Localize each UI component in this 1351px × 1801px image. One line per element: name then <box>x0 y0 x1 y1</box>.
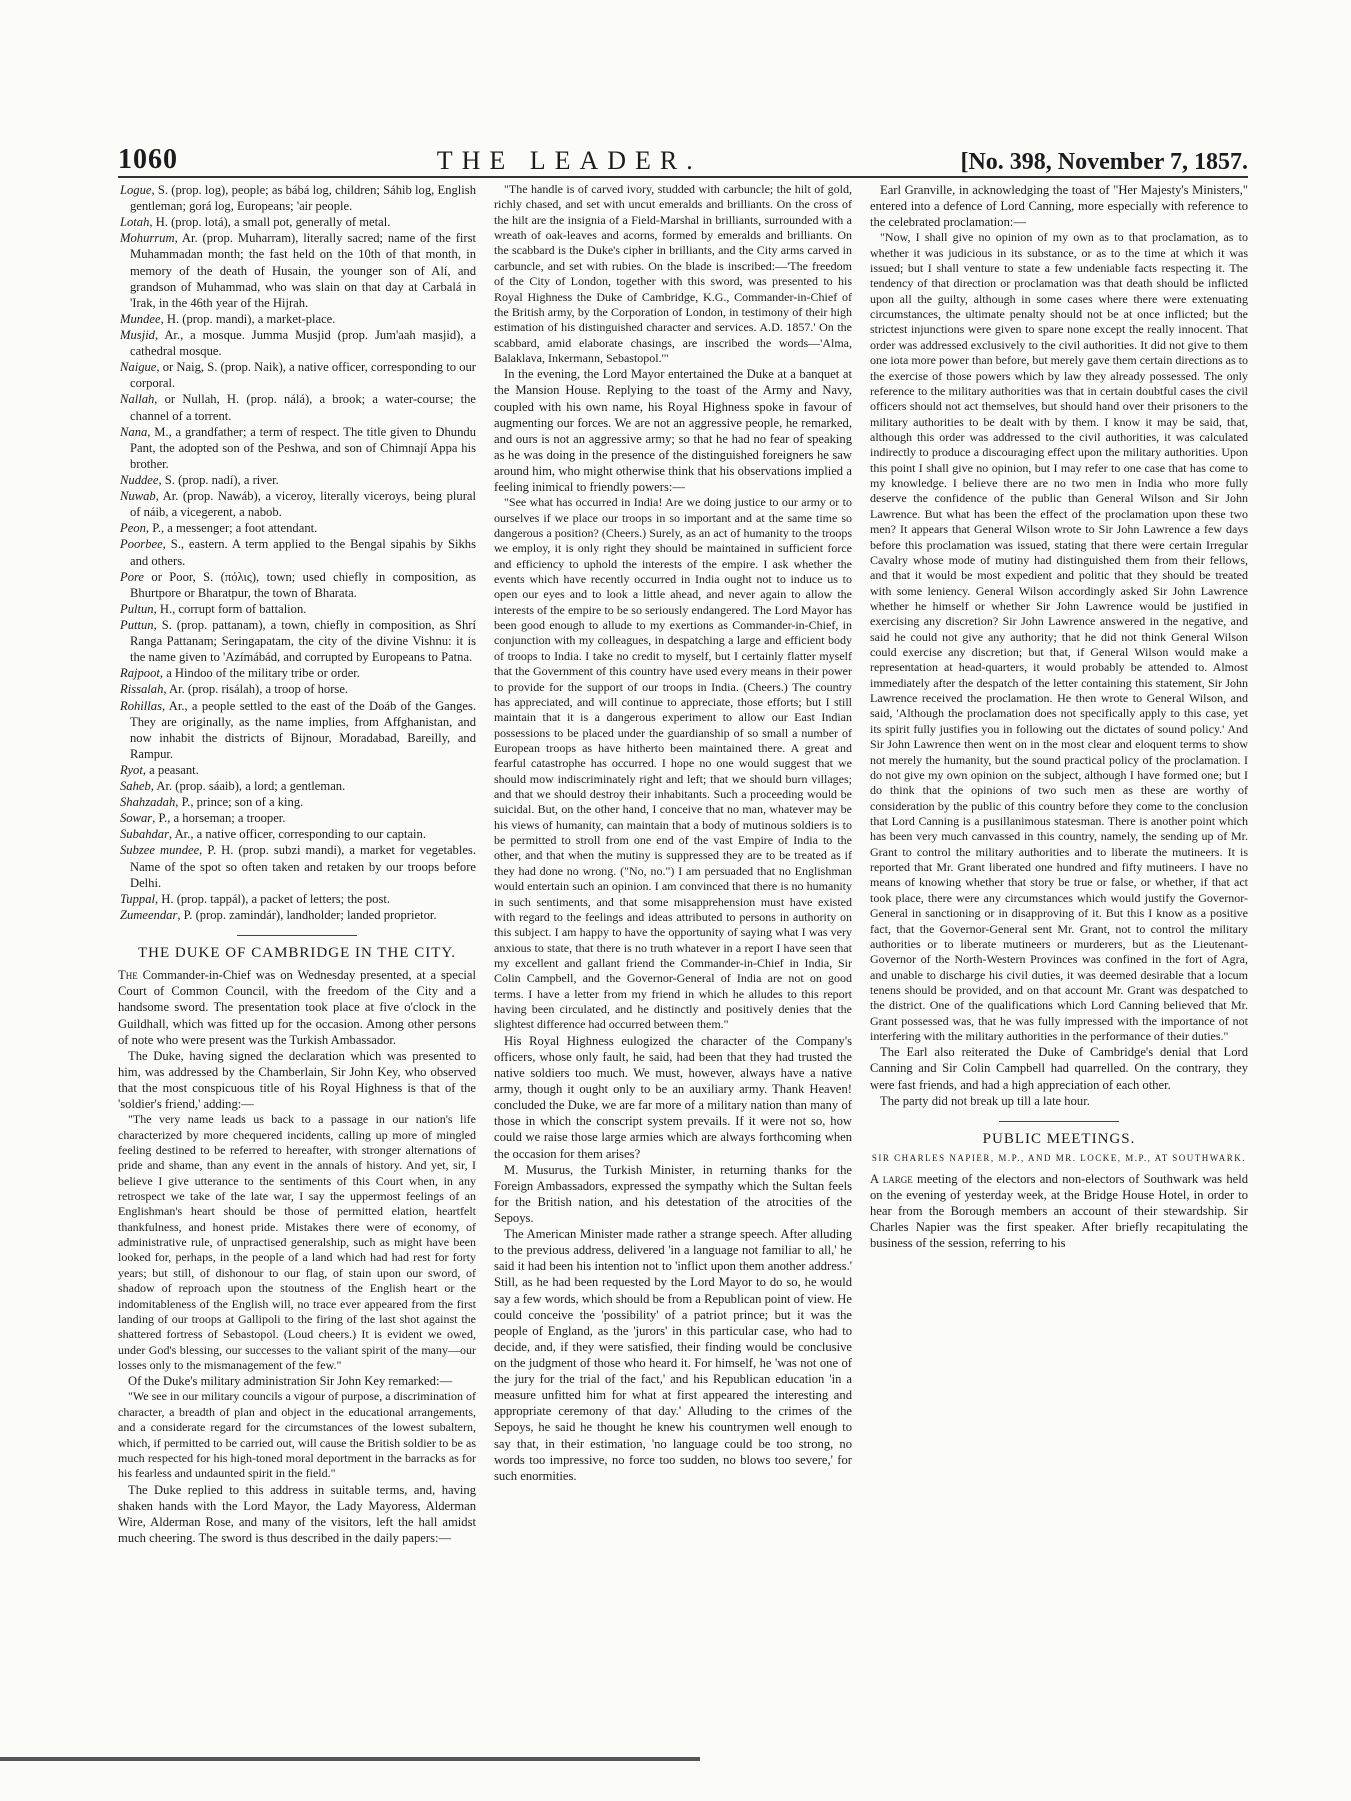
glossary-definition: , a Hindoo of the military tribe or order. <box>159 666 360 681</box>
article-quote: "Now, I shall give no opinion of my own as to that proclamation, as to whether it was judicious in its substance, or as to the time at which it was issued; but I shall venture to state a few undeniable facts respecting it. The tendency of that direction or proclamation was that death should be inflicted upon all the guilty, although in some cases where there were extenuating circumstances, the ultimate penalty should not be at once inflicted; but the strictest injunctions were given to spare none except the really innocent. That order was addressed exclusively to the civil authorities. It did not give to them one iota more power than before, but merely gave them certain directions as to the exercise of those powers which by law they already possessed. The only reference to the military authorities was that in certain doubtful cases the civil officers should not act themselves, but should hand over their prisoners to the military authorities to be dealt with by them. I know it may be said, that, although this order was addressed to the civil authorities, it was calculated indirectly to produce a discouraging effect upon the military authorities. Upon this point I shall give no opinion, but I may refer to one case that has come to my knowledge. I believe there are no two men in India who more fully deserve the confidence of the public than General Wilson and Sir John Lawrence. But what has been the effect of the proclamation upon these two men? It appears that General Wilson wrote to Sir John Lawrence a few days before this proclamation was issued, stating that there were certain Irregular Cavalry whose mode of mutiny had distinguished them from their fellows, and that it would be most expedient and politic that they should be treated with some leniency. General Wilson accordingly asked Sir John Lawrence whether he himself or whether Sir John Lawrence would be justified in exercising any discretion? Sir John Lawrence answered in the negative, and said he could not give any authority; that he did not think General Wilson could exercise any discretion; but that, if General Wilson would make a representation at head-quarters, it would probably be attended to. Almost immediately after the despatch of the letter containing this statement, Sir John Lawrence received the proclamation. He then wrote to General Wilson, and said, 'Although the proclamation does not specifically apply to this case, yet its spirit fully justifies you in following out the dictates of sound policy.' And Sir John Lawrence then went on in the most clear and eloquent terms to show not merely the humanity, but the sound practical policy of the proclamation. I do not give my own opinion on the subject, although I have formed one; but I do think that the opinions of two such men as these are worthy of consideration by the public of this country before they come to the conclusion that Lord Canning is a pusillanimous statesman. There is another point which has been very much canvassed in this country, namely, the sending up of Mr. Grant to control the military authorities and to liberate the mutineers. It is reported that Mr. Grant liberated one hundred and fifty mutineers. I have no means of knowing whether that story be true or false, or whether, if that act took place, there were any circumstances which would justify the Governor-General in sanctioning or in disapproving of it. But this I know as a positive fact, that the Governor-General sent Mr. Grant, not to control the military authorities or to liberate mutineers or murderers, but as the Lieutenant-Governor of the North-Western Provinces was confined in the fort of Agra, and unable to discharge his civil duties, it was deemed desirable that a locum tenens should be provided, and on that account Mr. Grant was despatched to the district. One of the qualifications which Lord Canning believed that Mr. Grant possessed was, that he was fully impressed with the importance of not interfering with the military authorities in the performance of their duties." <box>870 230 1248 1044</box>
glossary-term: Saheb <box>120 779 151 794</box>
glossary-entry <box>118 617 476 665</box>
glossary-term: Nallah <box>120 392 155 407</box>
glossary-entry <box>118 520 476 536</box>
glossary-term: Rajpoot <box>120 666 160 681</box>
glossary-term: Shahzadah <box>120 795 176 810</box>
divider <box>999 1121 1119 1122</box>
article-heading: PUBLIC MEETINGS. <box>982 1130 1136 1147</box>
glossary-definition: , a peasant. <box>142 762 199 777</box>
glossary-term: Pore <box>120 569 145 584</box>
glossary-definition: , S., eastern. A term applied to the Bengal sipahis by Sikhs and others. <box>130 537 476 568</box>
glossary-term: Musjid <box>120 327 155 342</box>
glossary-definition: , Ar., a mosque. Jumma Musjid (prop. Jum'aah masjid), a cathedral mosque. <box>130 327 476 359</box>
glossary-term: Peon <box>120 521 146 536</box>
glossary-term: Naigue <box>120 360 157 375</box>
glossary-definition: , S. (prop. pattanam), a town, chiefly in composition, as Shrí Ranga Pattanam; Seringapatam, the city of the divine Vishnu: it is the name given to 'Azímábád, and corrupted by Europeans to Patna. <box>130 617 476 665</box>
glossary-definition: , P., prince; son of a king. <box>175 795 304 810</box>
column-3 <box>870 182 1248 1702</box>
article-heading: THE DUKE OF CAMBRIDGE IN THE CITY. <box>137 945 457 962</box>
article-paragraph: Of the Duke's military administration Sir John Key remarked:— <box>128 1374 453 1389</box>
glossary-entry <box>118 424 476 472</box>
glossary-entry <box>118 778 476 794</box>
glossary-definition: , S. (prop. log), people; as bábá log, children; Sáhib log, English gentleman; gorá log, Europeans; 'air people. <box>130 183 476 214</box>
article-quote: "See what has occurred in India! Are we doing justice to our army or to ourselves if we place our troops in so important and at the same time so dangerous a position? (Cheers.) Surely, as an act of humanity to the troops we employ, it is only right they should be maintained in sufficient force and efficiency to uphold the interests of the empire. I ask whether the events which have recently occurred in India ought not to induce us to open our eyes and to look a little ahead, and never again to allow the interests of the empire to be so seriously endangered. The Lord Mayor has been good enough to allude to my exertions as Commander-in-Chief, in conjunction with my colleagues, in despatching a large and efficient body of troops to India. I take no credit to myself, but I certainly flatter myself that the Government of this country have used every means in their power to provide for the support of our troops in India. (Cheers.) The country has appreciated, and will continue to appreciate, those efforts; but I still maintain that it is a dangerous experiment to allow our East Indian possessions to be placed under the guardianship of so small a number of European troops as have hitherto been maintained there. A great and fearful catastrophe has occurred. I hope no one would suggest that we should mow indiscriminately right and left; that we should burn villages; and that we should destroy their inhabitants. Such a proceeding would be suicidal. But, on the other hand, I conceive that no man, whatever may be his views of humanity, can maintain that a body of mutinous soldiers is to be permitted to stroll from one end of the vast Empire of India to the other, and that when the mutiny is suppressed they are to be treated as if they had done no wrong. ("No, no.") I am persuaded that no Englishman would entertain such an opinion. I am convinced that there is no humanity in such sentiments, and that some misapprehension must have existed with regard to the feelings and ideas attributed to persons in authority on this subject. I am happy to have the opportunity of saying what I was very anxious to state, that there is no truth whatever in a report I have seen that my excellent and gallant friend the Commander-in-Chief in India, Sir Colin Campbell, and the Governor-General of India are not on good terms. I have a letter from my friend in which he alludes to this report having been circulated, and he distinctly and positively denies that the slightest difference had occurred between them." <box>494 495 852 1032</box>
glossary-entry <box>118 762 476 778</box>
glossary-definition: , P., a messenger; a foot attendant. <box>145 521 318 536</box>
article-quote: "We see in our military councils a vigour of purpose, a discrimination of character, a breadth of plan and object in the educational arrangements, and a considerate regard for the circumstances of the lowest subaltern, which, if permitted to be carried out, will cause the British soldier to be as much respected for his high-toned moral deportment in the barracks as for his fearless and undaunted spirit in the field." <box>118 1389 476 1481</box>
glossary-definition: , Ar. (prop. risálah), a troop of horse. <box>163 682 349 697</box>
article-paragraph: The party did not break up till a late hour. <box>880 1093 1090 1108</box>
glossary-term: Zumeendar <box>120 907 178 922</box>
article-paragraph: M. Musurus, the Turkish Minister, in returning thanks for the Foreign Ambassadors, expressed the sympathy which the Sultan feels for the British nation, and his detestation of the atrocities of the Sepoys. <box>494 1162 852 1225</box>
glossary-definition: , P. (prop. zamindár), landholder; landed proprietor. <box>177 907 437 922</box>
article-paragraph: The Duke, having signed the declaration which was presented to him, was addressed by the Chamberlain, Sir John Key, who observed that the most conspicuous title of his Royal Highness is that of the 'soldier's friend,' adding:— <box>118 1048 476 1112</box>
glossary-definition: , P., a horseman; a trooper. <box>152 811 286 826</box>
scan-edge <box>0 1757 700 1761</box>
glossary-term: Logue <box>120 183 152 197</box>
page-number: 1060 <box>118 144 178 175</box>
article-paragraph: In the evening, the Lord Mayor entertained the Duke at a banquet at the Mansion House. Replying to the toast of the Army and Navy, coupled with his own name, his Royal Highness spoke in favour of augmenting our forces. We are not an aggressive people, he remarked, and ours is not an aggressive army; so that he had no fear of speaking as he was doing in the presence of the distinguished foreigners he saw around him, who might otherwise think that his observations implied a feeling inimical to friendly powers:— <box>494 367 852 495</box>
glossary-term: Nuddee <box>120 472 159 487</box>
article-quote: "The handle is of carved ivory, studded with carbuncle; the hilt of gold, richly chased, and set with uncut emeralds and brilliants. On the cross of the hilt are the insignia of a Field-Marshal in brilliants, surrounded with a wreath of oak-leaves and acorns, formed by emeralds and brilliants. On the scabbard is the Duke's cipher in brilliants, and the City arms carved in carbuncle, and set with rubies. On the blade is inscribed:—'The freedom of the City of London, together with this sword, was presented to his Royal Highness the Duke of Cambridge, K.G., Commander-in-Chief of the British army, by the Corporation of London, in testimony of their high estimation of his distinguished character and services. A.D. 1857.' On the scabbard, amid elaborate chasings, are inscribed the words—'Alma, Balaklava, Inkermann, Sebastopol.'" <box>494 182 852 365</box>
glossary-definition: or Poor, S. (πόλις), town; used chiefly in composition, as Bhurtpore or Bharatpur, the town of Bharata. <box>130 569 476 600</box>
glossary-entry <box>118 891 476 907</box>
issue-info: [No. 398, November 7, 1857. <box>960 149 1248 175</box>
lead-word: A large <box>870 1171 913 1186</box>
glossary-term: Nuwab <box>120 489 156 504</box>
article-paragraph: His Royal Highness eulogized the character of the Company's officers, whose only fault, he said, had been that they had trusted the native soldiers too much. We must, however, always have a native army, though it ought only to be an auxiliary army. Thank Heaven! concluded the Duke, we are far more of a military nation than many of those in which the conscript system prevails. If it were not so, how could we raise those large armies which are always forthcoming when the occasion for them arises? <box>494 1033 852 1161</box>
glossary-entry <box>118 569 476 601</box>
glossary-entry <box>118 810 476 826</box>
glossary-definition: , H., corrupt form of battalion. <box>153 601 307 616</box>
glossary-entry <box>118 311 476 327</box>
article-subheading: SIR CHARLES NAPIER, M.P., AND MR. LOCKE, M.P., AT SOUTHWARK. <box>871 1153 1247 1163</box>
glossary-entry <box>118 182 476 214</box>
article-paragraph: A large meeting of the electors and non-electors of Southwark was held on the evening of yesterday week, at the Bridge House Hotel, in order to hear from the Borough members an account of their stewardship. Sir Charles Napier was the first speaker. After briefly recapitulating the business of the session, referring to his <box>870 1171 1248 1250</box>
glossary-definition: , Ar. (prop. Nawáb), a viceroy, literally viceroys, being plural of náib, a vicegerent, a nabob. <box>130 489 476 520</box>
glossary-entry <box>118 391 476 423</box>
glossary-definition: , M., a grandfather; a term of respect. The title given to Dhundu Pant, the adopted son of the Peshwa, and son of Chimnají Appa his brother. <box>130 424 476 471</box>
glossary-entry <box>118 665 476 681</box>
glossary-entry <box>118 472 476 488</box>
glossary-entry <box>118 826 476 842</box>
glossary-entry <box>118 907 476 923</box>
glossary-entry <box>118 214 476 230</box>
lead-word: The <box>118 968 138 983</box>
glossary-term: Nana <box>120 424 148 439</box>
glossary-term: Sowar <box>120 811 153 826</box>
glossary-definition: , Ar. (prop. sáaib), a lord; a gentleman. <box>150 779 346 794</box>
glossary-definition: , S. (prop. nadí), a river. <box>158 472 279 487</box>
glossary-term: Lotah <box>120 215 150 230</box>
article-paragraph: The American Minister made rather a strange speech. After alluding to the previous address, delivered 'in a language not familiar to all,' he said it had been his intention not to 'inflict upon them another address.' Still, as he had been requested by the Lord Mayor to do so, he would say a few words, which should be from a Republican point of view. He could conceive the 'possibility' of a patriot prince; but it was the people of England, as the 'jurors' in this particular case, who had to decide, and, if they were satisfied, their finding would be conclusive on the judgment of those who heard it. For himself, he 'was not one of the jury for the trial of the fact,' and his Republican education 'in a measure unfitted him for what at first appeared the interesting and appropriate ceremony of that day.' Alluding to the crimes of the Sepoys, he said he thought he knew his countrymen well enough to say that, in their estimation, 'no language could be too strong, no words too impressive, no force too sudden, no blows too severe,' for such enormities. <box>494 1227 852 1483</box>
glossary-definition: , Ar., a native officer, corresponding to our captain. <box>168 827 426 842</box>
article-quote: "The very name leads us back to a passage in our nation's life characterized by more chequered incidents, calling up more of mingled feeling destined to be referred to hereafter, with stronger alternations of pride and shame, than any event in the annals of history. And yet, sir, I believe I give utterance to the sentiments of this Court when, in any retrospect we take of the late war, I say the uppermost feelings of an Englishman's heart should be those of permitted elation, heartfelt thankfulness, and honest pride. Mistakes there were of economy, of administrative rule, of unpractised generalship, such as might have been looked for, perhaps, in the people of a land which had had rest for forty years; but still, of dishonour to our flag, of stain upon our sword, of shadow of reproach upon the stoutness of the English heart or the indomitableness of the English will, no trace ever appeared from the first landing of our troops at Gallipoli to the firing of the last shot against the shattered fortress of Sebastopol. (Loud cheers.) It is evident we owed, under God's blessing, our successes to the valiant spirit of the many—our losses only to the mismanagement of the few." <box>118 1112 476 1372</box>
glossary-term: Tuppal <box>120 891 155 906</box>
glossary-entry <box>118 681 476 697</box>
article-paragraph: The Earl also reiterated the Duke of Cambridge's denial that Lord Canning and Sir Colin Campbell had quarrelled. On the contrary, they were fast friends, and had a high appreciation of each other. <box>870 1045 1248 1092</box>
glossary-entry <box>118 601 476 617</box>
glossary-definition: , H. (prop. tappál), a packet of letters; the post. <box>155 891 391 906</box>
glossary-entry <box>118 359 476 391</box>
glossary-term: Mohurrum <box>120 231 175 246</box>
glossary-entry <box>118 327 476 359</box>
glossary-term: Subahdar <box>120 827 169 842</box>
glossary-entry <box>118 698 476 762</box>
divider <box>237 935 357 936</box>
glossary-term: Ryot <box>120 762 143 777</box>
glossary <box>118 182 476 923</box>
paper-title: THE LEADER. <box>436 146 702 175</box>
glossary-entry <box>118 842 476 890</box>
glossary-definition: , H. (prop. lotá), a small pot, generally of metal. <box>149 215 391 230</box>
glossary-term: Subzee mundee <box>120 843 200 858</box>
article-paragraph: The Duke replied to this address in suitable terms, and, having shaken hands with the Lord Mayor, the Lady Mayoress, Alderman Wire, Alderman Rose, and many of the visitors, left the hall amidst much cheering. The sword is thus described in the daily papers:— <box>118 1482 476 1545</box>
glossary-term: Rissalah <box>120 682 164 697</box>
glossary-definition: , Ar. (prop. Muharram), literally sacred; name of the first Muhammadan month; the fast held on the 10th of that month, in memory of the death of Husain, the younger son of Alí, and grandson of Muhammad, who was slain on that day at Carbalá in 'Irak, in the 46th year of the Hijrah. <box>130 231 476 310</box>
glossary-entry <box>118 488 476 520</box>
glossary-entry <box>118 794 476 810</box>
glossary-definition: , or Nullah, H. (prop. nálá), a brook; a water-course; the channel of a torrent. <box>130 392 476 423</box>
glossary-definition: , H. (prop. mandi), a market-place. <box>160 311 336 326</box>
glossary-definition: , P. H. (prop. subzi mandi), a market for vegetables. Name of the spot so often taken and retaken by our troops before Delhi. <box>130 843 476 890</box>
glossary-term: Puttun <box>120 617 154 632</box>
column-1 <box>118 182 476 1702</box>
glossary-entry <box>118 536 476 568</box>
glossary-definition: , or Naig, S. (prop. Naik), a native officer, corresponding to our corporal. <box>130 360 476 391</box>
masthead <box>118 138 1248 178</box>
article-paragraph: The Commander-in-Chief was on Wednesday presented, at a special Court of Common Council, with the freedom of the City and a handsome sword. The presentation took place at five o'clock in the Guildhall, which was fitted up for the occasion. Among other persons of note who were present was the Turkish Ambassador. <box>118 968 476 1047</box>
glossary-term: Pultun <box>120 601 154 616</box>
article-paragraph: Earl Granville, in acknowledging the toast of "Her Majesty's Ministers," entered into a defence of Lord Canning, more especially with reference to the celebrated proclamation:— <box>870 183 1248 230</box>
glossary-definition: , Ar., a people settled to the east of the Doáb of the Ganges. They are originally, as the name implies, from Affghanistan, and now inhabit the districts of Bijnour, Moradabad, Bareilly, and Rampur. <box>130 698 476 761</box>
glossary-entry <box>118 230 476 311</box>
glossary-term: Poorbee <box>120 537 163 552</box>
column-2 <box>494 182 852 1702</box>
glossary-term: Rohillas <box>120 698 162 713</box>
glossary-term: Mundee <box>120 311 161 326</box>
